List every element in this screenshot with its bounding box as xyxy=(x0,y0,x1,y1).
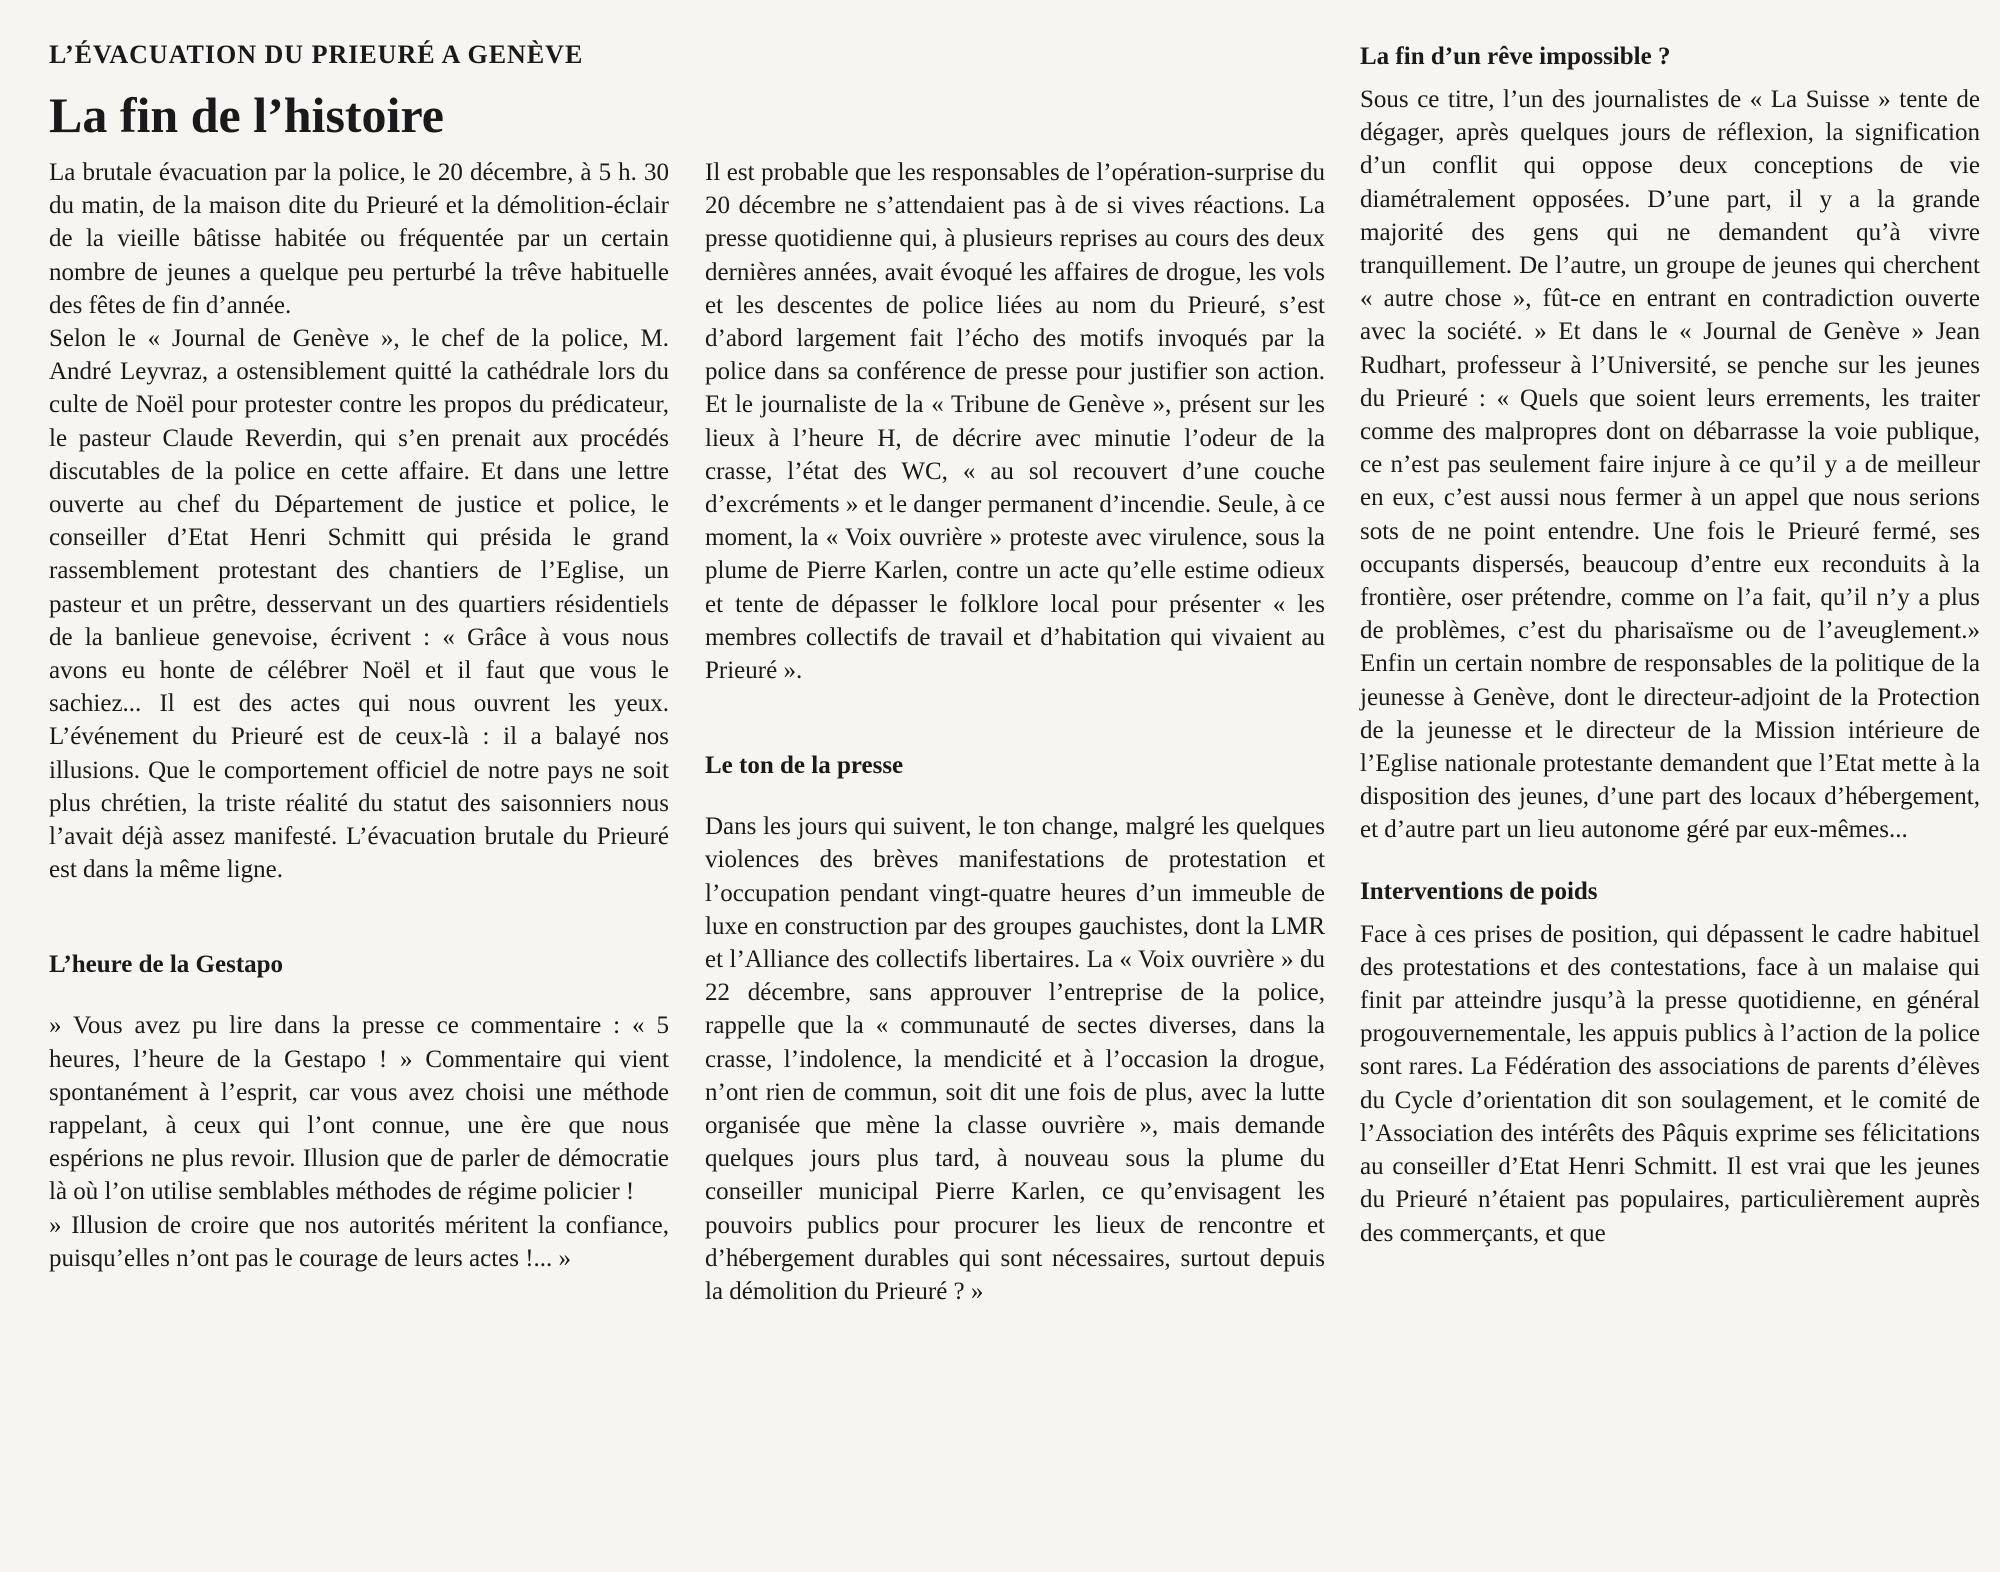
paragraph: » Vous avez pu lire dans la presse ce commentaire : « 5 heures, l’heure de la Gestapo ! » Commentaire qui vient spontanément à l’esprit, car vous avez choisi une méthode rappelant, à ceux qui l’ont connue, une ère que nous espérions ne plus revoir. Illusion que de parler de démocratie là où l’on utilise semblables méthodes de régime policier ! xyxy=(49,1012,669,1206)
paragraph: Sous ce titre, l’un des journalistes de « La Suisse » tente de dégager, après quelques jours de réflexion, la signification d’un conflit qui oppose deux conceptions de vie diamétralement opposées. D’une part, il y a la grande majorité des gens qui ne demandent qu’à vivre tranquillement. De l’autre, un groupe de jeunes qui cherchent « autre chose », fût-ce en entrant en contradiction ouverte avec la société. » Et dans le « Journal de Genève » Jean Rudhart, professeur à l’Université, se penche sur les jeunes du Prieuré : « Quels que soient leurs errements, les traiter comme des malpropres dont on débarrasse la voie publique, ce n’est pas seulement faire injure à ce qu’il y a de meilleur en eux, c’est aussi nous fermer à un appel que nous serions sots de ne point entendre. Une fois le Prieuré fermé, ses occupants dispersés, beaucoup d’entre eux reconduits à la frontière, oser prétendre, comme on l’a fait, qu’il n’y a plus de problèmes, c’est du pharisaïsme ou de l’aveuglement.» Enfin un certain nombre de responsables de la politique de la jeunesse à Genève, dont le directeur-adjoint de la Protection de la jeunesse et le directeur de la Mission intérieure de l’Eglise nationale protestante demandent que l’Etat mette à la disposition des jeunes, d’une part des locaux d’hébergement, et d’autre part un lieu autonome géré par eux-mêmes... xyxy=(1360,86,1980,844)
article-kicker: L’ÉVACUATION DU PRIEURÉ A GENÈVE xyxy=(49,40,584,69)
column-1 xyxy=(49,40,669,1275)
column-2 xyxy=(705,156,1325,1308)
paragraph: Selon le « Journal de Genève », le chef de la police, M. André Leyvraz, a ostensiblement quitté la cathédrale lors du culte de Noël pour protester contre les propos du prédicateur, le pasteur Claude Reverdin, qui s’en prenait aux procédés discutables de la police en cette affaire. Et dans une lettre ouverte au chef du Département de justice et police, le conseiller d’Etat Henri Schmitt qui présida le grand rassemblement protestant des chantiers de l’Eglise, un pasteur et un prêtre, desservant un des quartiers résidentiels de la banlieue genevoise, écrivent : « Grâce à vous nous avons eu honte de célébrer Noël et il faut que vous le sachiez... Il est des actes qui nous ouvrent les yeux. L’événement du Prieuré est de ceux-là : il a balayé nos illusions. Que le comportement officiel de notre pays ne soit plus chrétien, la triste réalité du statut des saisonniers nous l’avait déjà assez manifesté. L’évacuation brutale du Prieuré est dans la même ligne. xyxy=(49,325,669,884)
section-heading: La fin d’un rêve impossible ? xyxy=(1360,43,1671,70)
column-3 xyxy=(1360,40,1980,1250)
section-heading: Interventions de poids xyxy=(1360,877,1598,905)
paragraph: Face à ces prises de position, qui dépassent le cadre habituel des protestations et des contestations, face à un malaise qui finit par atteindre jusqu’à la presse quotidienne, en général progouvernementale, les appuis publics à l’action de la police sont rares. La Fédération des associations de parents d’élèves du Cycle d’orientation dit son soulagement, et le comité de l’Association des intérêts des Pâquis exprime ses félicitations au conseiller d’Etat Henri Schmitt. Il est vrai que les jeunes du Prieuré n’étaient pas populaires, particulièrement auprès des commerçants, et que xyxy=(1360,920,1980,1247)
section-heading: L’heure de la Gestapo xyxy=(49,951,284,979)
paragraph: La brutale évacuation par la police, le 20 décembre, à 5 h. 30 du matin, de la maison dite du Prieuré et la démolition-éclair de la vieille bâtisse habitée ou fréquentée par un certain nombre de jeunes a quelque peu perturbé la trêve habituelle des fêtes de fin d’année. xyxy=(49,159,669,319)
section-heading: Le ton de la presse xyxy=(705,752,904,780)
paragraph: Dans les jours qui suivent, le ton change, malgré les quelques violences des brèves manifestations de protestation et l’occupation pendant vingt-quatre heures d’un immeuble de luxe en construction par des groupes gauchistes, dont la LMR et l’Alliance des collectifs libertaires. La « Voix ouvrière » du 22 décembre, sans approuver l’entreprise de la police, rappelle que la « communauté de sectes diverses, dans la crasse, l’indolence, la mendicité et à l’occasion la drogue, n’ont rien de commun, soit dit une fois de plus, avec la lutte organisée que mène la classe ouvrière », mais demande quelques jours plus tard, à nouveau sous la plume du conseiller municipal Pierre Karlen, ce qu’envisagent les pouvoirs publics pour procurer les lieux de rencontre et d’hébergement durables qui sont nécessaires, surtout depuis la démolition du Prieuré ? » xyxy=(705,813,1325,1306)
paragraph: » Illusion de croire que nos autorités méritent la confiance, puisqu’elles n’ont pas le courage de leurs actes !... » xyxy=(49,1211,669,1272)
paragraph: Il est probable que les responsables de l’opération-surprise du 20 décembre ne s’attendaient pas à de si vives réactions. La presse quotidienne qui, à plusieurs reprises au cours des deux dernières années, avait évoqué les affaires de drogue, les vols et les descentes de police liées au nom du Prieuré, s’est d’abord largement fait l’écho des motifs invoqués par la police dans sa conférence de presse pour justifier son action. Et le journaliste de la « Tribune de Genève », présent sur les lieux à l’heure H, de décrire avec minutie l’odeur de la crasse, l’état des WC, « au sol recouvert d’une couche d’excréments » et le danger permanent d’incendie. Seule, à ce moment, la « Voix ouvrière » proteste avec virulence, sous la plume de Pierre Karlen, contre un acte qu’elle estime odieux et tente de dépasser le folklore local pour présenter « les membres collectifs de travail et d’habitation qui vivaient au Prieuré ». xyxy=(705,159,1325,685)
article-headline: La fin de l’histoire xyxy=(49,87,444,143)
